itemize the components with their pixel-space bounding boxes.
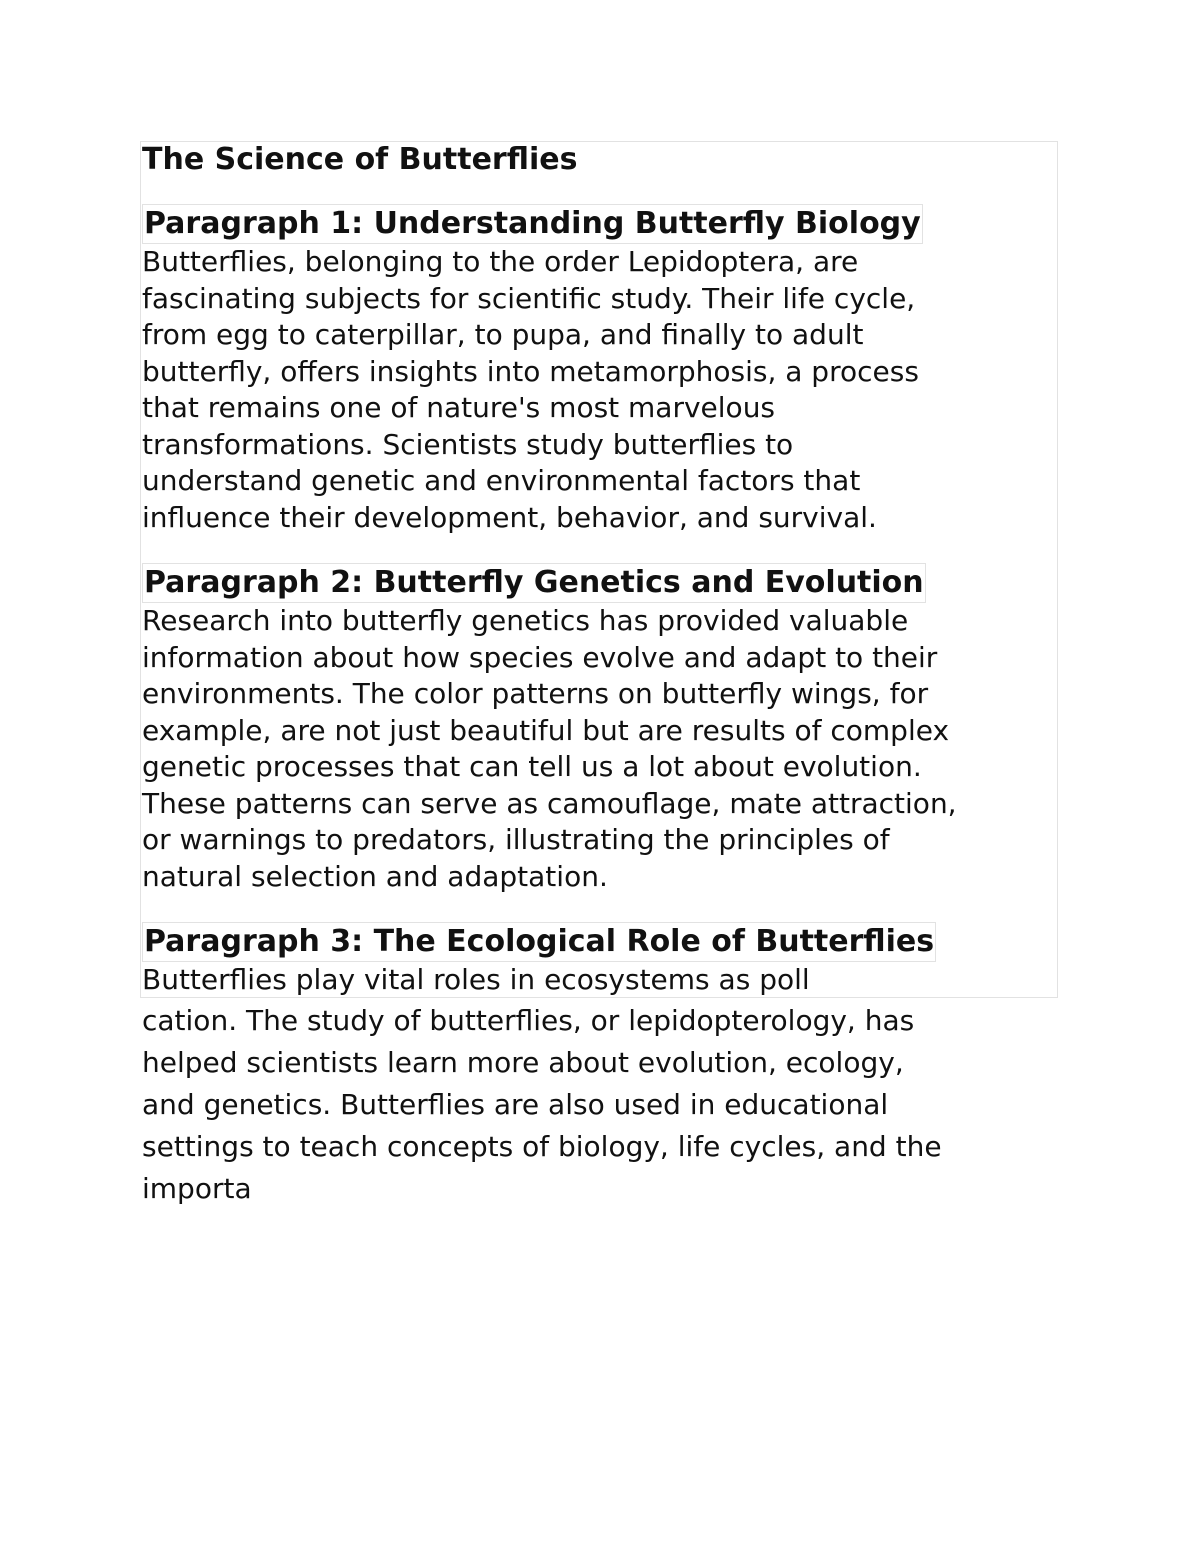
paragraph-line: These patterns can serve as camouflage, mate attraction,: [142, 786, 957, 820]
paragraph-line: transformations. Scientists study butterflies to: [142, 427, 794, 461]
overflow-line: helped scientists learn more about evolution, ecology,: [142, 1046, 904, 1079]
document-title: The Science of Butterflies: [142, 142, 578, 177]
paragraph-line: Butterflies play vital roles in ecosystems as poll: [142, 963, 810, 996]
paragraph-line: Butterflies, belonging to the order Lepidoptera, are: [142, 245, 859, 278]
section-1: [142, 204, 1072, 536]
text-frame: [142, 140, 1072, 999]
section-heading: Paragraph 2: Butterfly Genetics and Evolution: [142, 563, 926, 603]
overflow-line: cation. The study of butterflies, or lepidopterology, has: [142, 1004, 915, 1037]
paragraph-line: understand genetic and environmental factors that: [142, 464, 861, 497]
paragraph-line: butterfly, offers insights into metamorphosis, a process: [142, 354, 919, 388]
paragraph-line: that remains one of nature's most marvelous: [142, 391, 776, 424]
paragraph-line: from egg to caterpillar, to pupa, and finally to adult: [142, 318, 864, 351]
spacer: [142, 895, 1072, 922]
section-paragraph: [142, 603, 1072, 895]
paragraph-line: natural selection and adaptation.: [142, 859, 608, 893]
overflow-line: importa: [142, 1172, 252, 1205]
paragraph-line: or warnings to predators, illustrating the principles of: [142, 823, 890, 856]
overflow-text: [142, 1000, 1072, 1210]
paragraph-line: genetic processes that can tell us a lot about evolution.: [142, 750, 922, 783]
paragraph-line: fascinating subjects for scientific study. Their life cycle,: [142, 281, 916, 315]
paragraph-line: information about how species evolve and adapt to their: [142, 640, 938, 674]
paragraph-line: influence their development, behavior, and survival.: [142, 500, 877, 534]
paragraph-line: example, are not just beautiful but are results of complex: [142, 713, 950, 747]
section-2: [142, 563, 1072, 895]
paragraph-line: environments. The color patterns on butterfly wings, for: [142, 677, 929, 710]
overflow-line: and genetics. Butterflies are also used in educational: [142, 1088, 889, 1121]
section-heading: Paragraph 1: Understanding Butterfly Biology: [142, 204, 923, 244]
spacer: [142, 536, 1072, 563]
section-paragraph: [142, 244, 1072, 536]
section-paragraph: [142, 962, 1072, 999]
section-3: [142, 922, 1072, 999]
overflow-line: settings to teach concepts of biology, life cycles, and the: [142, 1130, 942, 1163]
spacer: [142, 180, 1072, 204]
section-heading: Paragraph 3: The Ecological Role of Butterflies: [142, 922, 936, 962]
paragraph-line: Research into butterfly genetics has provided valuable: [142, 604, 909, 637]
